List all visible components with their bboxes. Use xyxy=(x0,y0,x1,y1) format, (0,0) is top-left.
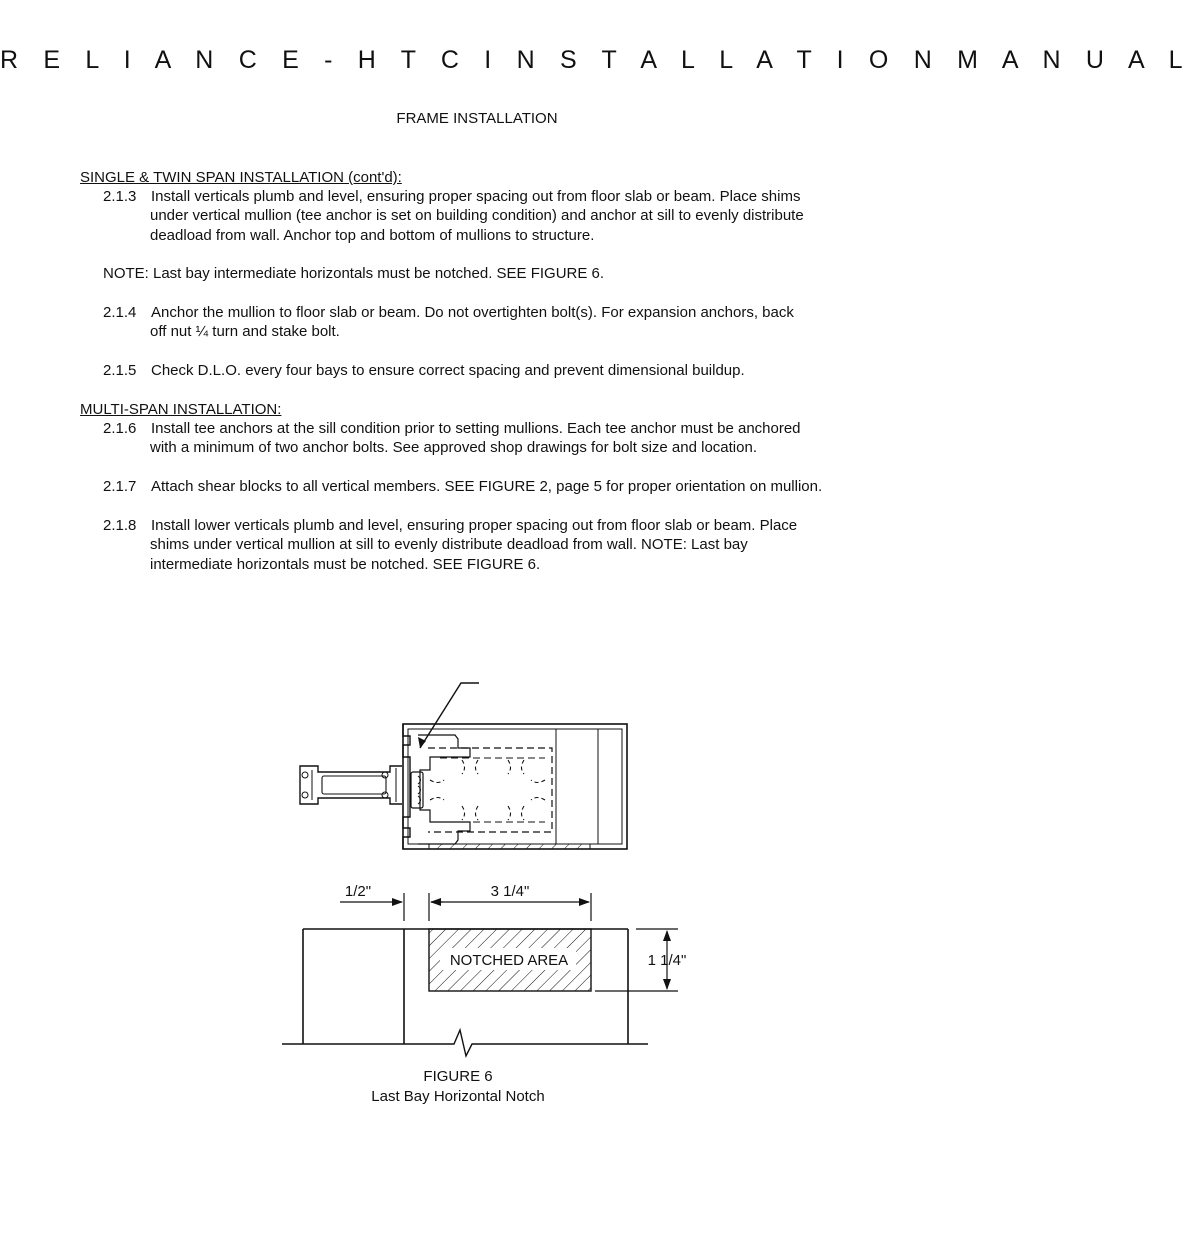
manual-title: R E L I A N C E - H T C I N S T A L L A T I O N M A N U A L xyxy=(0,46,1192,74)
item-2-1-8-line-1: Install lower verticals plumb and level, ensuring proper spacing out from floor slab or beam. Place xyxy=(151,517,798,534)
item-2-1-3-line-3: deadload from wall. Anchor top and bottom of mullions to structure. xyxy=(150,227,595,244)
notch-elevation xyxy=(282,893,678,1056)
section-title: FRAME INSTALLATION xyxy=(396,110,558,127)
item-2-1-4-line-2: off nut ¼ turn and stake bolt. xyxy=(150,323,340,340)
figure-caption-title: Last Bay Horizontal Notch xyxy=(371,1088,545,1105)
item-number-2-1-3: 2.1.3 xyxy=(103,188,137,205)
item-2-1-4-line-1: Anchor the mullion to floor slab or beam. Do not overtighten bolt(s). For expansion anchors, back xyxy=(151,304,794,321)
item-number-2-1-7: 2.1.7 xyxy=(103,478,137,495)
dimension-width: 3 1/4" xyxy=(490,883,530,900)
item-number-2-1-8: 2.1.8 xyxy=(103,517,137,534)
section-detail xyxy=(300,683,627,849)
item-2-1-7-line-1: Attach shear blocks to all vertical members. SEE FIGURE 2, page 5 for proper orientation on mullion. xyxy=(151,478,823,495)
dimension-height: 1 1/4" xyxy=(647,952,687,969)
multi-span-heading: MULTI-SPAN INSTALLATION: xyxy=(80,401,282,418)
item-number-2-1-5: 2.1.5 xyxy=(103,362,137,379)
note-last-bay: NOTE: Last bay intermediate horizontals must be notched. SEE FIGURE 6. xyxy=(103,265,605,282)
item-2-1-5-line-1: Check D.L.O. every four bays to ensure correct spacing and prevent dimensional buildup. xyxy=(151,362,745,379)
item-2-1-6-line-2: with a minimum of two anchor bolts. See approved shop drawings for bolt size and location. xyxy=(150,439,757,456)
item-2-1-6-line-1: Install tee anchors at the sill condition prior to setting mullions. Each tee anchor must be anchored xyxy=(151,420,801,437)
notched-area-label: NOTCHED AREA xyxy=(449,952,569,969)
item-2-1-8-line-3: intermediate horizontals must be notched. SEE FIGURE 6. xyxy=(150,556,541,573)
figure-caption-number: FIGURE 6 xyxy=(423,1068,493,1085)
dimension-half-inch: 1/2" xyxy=(344,883,372,900)
item-number-2-1-6: 2.1.6 xyxy=(103,420,137,437)
item-2-1-8-line-2: shims under vertical mullion at sill to evenly distribute deadload from wall. NOTE: Last bay xyxy=(150,536,748,553)
single-span-heading: SINGLE & TWIN SPAN INSTALLATION (cont'd): xyxy=(80,169,402,186)
item-2-1-3-line-2: under vertical mullion (tee anchor is set on building condition) and anchor at sill to evenly distribute xyxy=(150,207,804,224)
item-2-1-3-line-1: Install verticals plumb and level, ensuring proper spacing out from floor slab or beam. Place shims xyxy=(151,188,801,205)
item-number-2-1-4: 2.1.4 xyxy=(103,304,137,321)
